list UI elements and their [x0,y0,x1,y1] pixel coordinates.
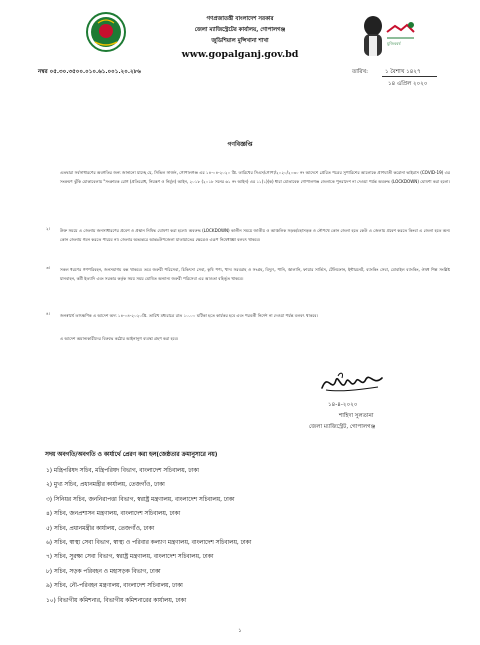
date-label: তারিখ: [352,69,369,75]
list-item: ৮) সচিব, সড়ক পরিবহন ও মহাসড়ক বিভাগ, ঢাকা [46,568,161,575]
list-item: ৩) সিনিয়র সচিব, জননিরাপত্তা বিভাগ, স্বরাষ্ট্র মন্ত্রণালয়, বাংলাদেশ সচিবালয়, ঢাকা [46,496,235,503]
notice-title: গণবিজ্ঞপ্তি [227,141,253,148]
mujib-borsho-label: মুজিববর্ষ [387,41,401,46]
signatory-name: শাহিদা সুলতানা [339,413,374,419]
header-website: www.gopalganj.gov.bd [181,49,299,60]
header-office-name: জেলা ম্যাজিস্ট্রেটের কার্যালয়, গোপালগঞ্জ [194,27,286,33]
distribution-header: সদয় অবগতি/অবগতি ও কার্যার্থে প্রেরণ করা হল(জেষ্ঠতার ক্রমানুসারে নয়) [45,452,218,458]
list-item: ৭) সচিব, সুরক্ষা সেবা বিভাগ, স্বরাষ্ট্র মন্ত্রণালয়, বাংলাদেশ সচিবালয়, ঢাকা [46,554,214,561]
memo-number: নম্বর ০৫.৩০.৩৫০০.০১০.৬১.০০১.২০.২৮৬ [38,69,141,75]
list-item: ১) মন্ত্রিপরিষদ সচিব, মন্ত্রিপরিষদ বিভাগ, বাংলাদেশ সচিবালয়, ঢাকা [46,468,199,474]
page-number: ১ [238,628,242,634]
paragraph-2: উক্ত সময়ে এ জেলায় জনসাধারণের প্রবেশ ও প্রস্থান নিষিদ্ধ ঘোষণা করা হলো। অবরুদ্ধ (LOCKDOWN) কালীন সময়ে জাতীয় ও আঞ্চলিক সড়ক/মহাসড়ক ও নৌপথে কোন জেলা হতে কেউ এ জেলায় প্রবেশ করতে কিংবা এ জেলা হতে অন্য কোন জেলায় গমন করতে পারবে না। জেলার অভ্যন্তরে আন্তঃউপজেলা যাতায়াতের ক্ষেত্রেও এরূপ নিষেধাজ্ঞা বলবৎ থাকবে। [60,228,450,242]
header-branch-name: জুডিশিয়াল মুন্সিখানা শাখা [211,38,269,44]
list-item: ৯) সচিব, নৌ-পরিবহন মন্ত্রণালয়, বাংলাদেশ সচিবালয়, ঢাকা [46,583,183,590]
paragraph-3: সকল ধরণের গণপরিবহন, জনসমাগম বন্ধ থাকবে। তবে জরুরী পরিসেবা, চিকিৎসা সেবা, কৃষি পণ্য, খাদ্য সরবরাহ ও সংগ্রহ, বিদ্যুৎ, পানি, জ্বালানি, ফায়ার সার্ভিস, টেলিফোন, ইন্টারনেট, ব্যাংকিং সেবা, মোবাইল ব্যাংকিং, ঔষধ শিল্প সংশ্লিষ্ট যানবাহন, কর্মী ইত্যাদি এবং সরকার কর্তৃক সময় সময় ঘোষিত অন্যান্য জরুরী পরিসেবা এর আওতা বহির্ভূত থাকবে। [60,267,450,281]
signature-date: ১৪-৪-২০২০ [328,402,358,408]
paragraph-3-number: ৩। [46,265,51,270]
paragraph-2-number: ২। [46,226,51,231]
paragraph-4-number: ৪। [46,311,51,316]
list-item: ৪) সচিব, জনপ্রশাসন মন্ত্রণালয়, বাংলাদেশ সচিবালয়, ঢাকা [46,511,181,518]
list-item: ২) মুখ্য সচিব, প্রধানমন্ত্রীর কার্যালয়, তেজগাঁও, ঢাকা [46,482,165,489]
list-item: ১০) বিভাগীয় কমিশনার, বিভাগীয় কমিশনারের কার্যালয়, ঢাকা [46,597,187,604]
list-item: ৬) সচিব, স্বাস্থ্য সেবা বিভাগ, স্বাস্থ্য ও পরিবার কল্যাণ মন্ত্রণালয়, বাংলাদেশ সচিবালয়, ঢাকা [46,539,252,546]
handwritten-signature [318,370,386,396]
paragraph-1: এতদ্বারা সর্বসাধারণের অবগতির জন্য জানানো যাচ্ছে যে, সিভিল সার্জন, গোপালগঞ্জ এর ১৪-০৪-২০২০ খ্রি. তারিখের সিএস/গোপা/২০২০/২০৩০ নং আদেশে প্রেরিত পত্রের সুপারিশের আলোকে প্রাণঘাতী করোনা ভাইরাস (COVID-19) এর সংক্রমণ ঝুঁকি মোকাবেলায় "সংক্রামক রোগ (প্রতিরোধ, নিয়ন্ত্রণ ও নির্মূল) আইন, ২০১৮ (২০১৮ সনের ৬১ নং আইন) এর ১১(১)(ক) ধারা মোতাবেক গোপালগঞ্জ জেলাকে পুনরাদেশ না দেওয়া পর্যন্ত অবরুদ্ধ (LOCKDOWN) ঘোষণা করা হলো। [60,170,450,184]
date-bangla: ১ বৈশাখ ১৪২৭ [385,69,421,75]
signatory-title: জেলা ম্যাজিস্ট্রেট, গোপালগঞ্জ [309,424,376,430]
paragraph-4: জনস্বার্থে তাৎক্ষণিক এ আদেশ অদ্য ১৪-০৪-২০২০খ্রি. তারিখ মধ্যরাত্রে রাত ১০.০০ ঘটিকা হতে কার্যকর হবে এবং পরবর্তী নির্দেশ না দেওয়া পর্যন্ত বলবৎ থাকবে। [60,313,318,318]
distribution-list [46,464,251,608]
date-divider [382,76,437,77]
header-government-name: গণপ্রজাতন্ত্রী বাংলাদেশ সরকার [206,16,274,22]
paragraph-5: এ আদেশ অমান্যকারীদের বিরুদ্ধে কঠোর আইনানুগ ব্যবস্থা গ্রহণ করা হবে। [60,336,179,341]
date-english: ১৪ এপ্রিল ২০২০ [388,81,428,87]
list-item: ৫) সচিব, প্রধানমন্ত্রীর কার্যালয়, তেজগাঁও, ঢাকা [46,525,155,532]
